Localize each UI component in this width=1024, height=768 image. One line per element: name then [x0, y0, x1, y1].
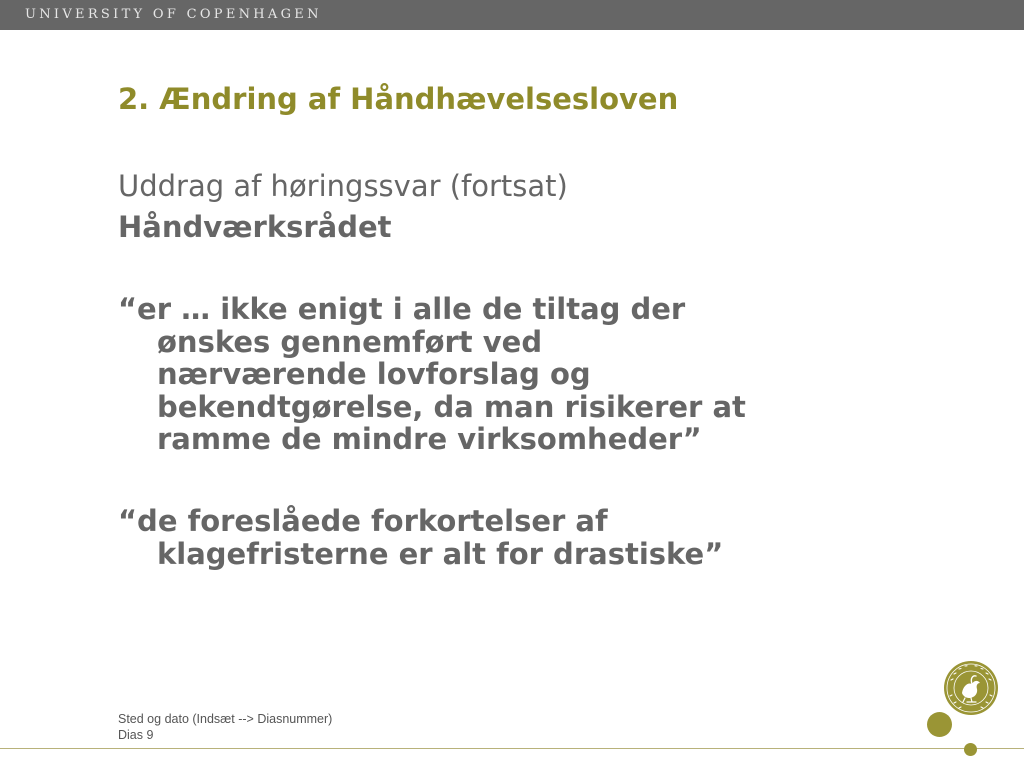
- quote-line: ønskes gennemført ved: [157, 324, 543, 359]
- footer-rule: [0, 748, 1024, 749]
- accent-dot: [964, 743, 977, 756]
- quote-line: “de foreslåede forkortelser af: [118, 504, 608, 538]
- institution-name: UNIVERSITY OF COPENHAGEN: [25, 7, 322, 22]
- quote-1: [118, 293, 878, 456]
- quote-line: bekendtgørelse, da man risikerer at: [157, 389, 746, 424]
- footer-slide-number: Dias 9: [118, 728, 154, 742]
- accent-dot: [927, 712, 952, 737]
- quote-line: “er … ikke enigt i alle de tiltag der: [118, 292, 686, 326]
- footer: [118, 711, 332, 743]
- slide-subheading: Håndværksrådet: [118, 210, 392, 244]
- header-bar: [0, 0, 1024, 30]
- quote-line: nærværende lovforslag og: [157, 357, 591, 391]
- slide-subtitle: Uddrag af høringssvar (fortsat): [118, 169, 568, 203]
- footer-place-date: Sted og dato (Indsæt --> Diasnummer): [118, 712, 333, 726]
- quote-line: klagefristerne er alt for drastiske”: [157, 536, 724, 571]
- quote-line: ramme de mindre virksomheder”: [157, 422, 702, 456]
- university-seal-icon: [943, 660, 999, 716]
- slide-title: 2. Ændring af Håndhævelsesloven: [118, 82, 679, 116]
- quote-2: [118, 505, 878, 570]
